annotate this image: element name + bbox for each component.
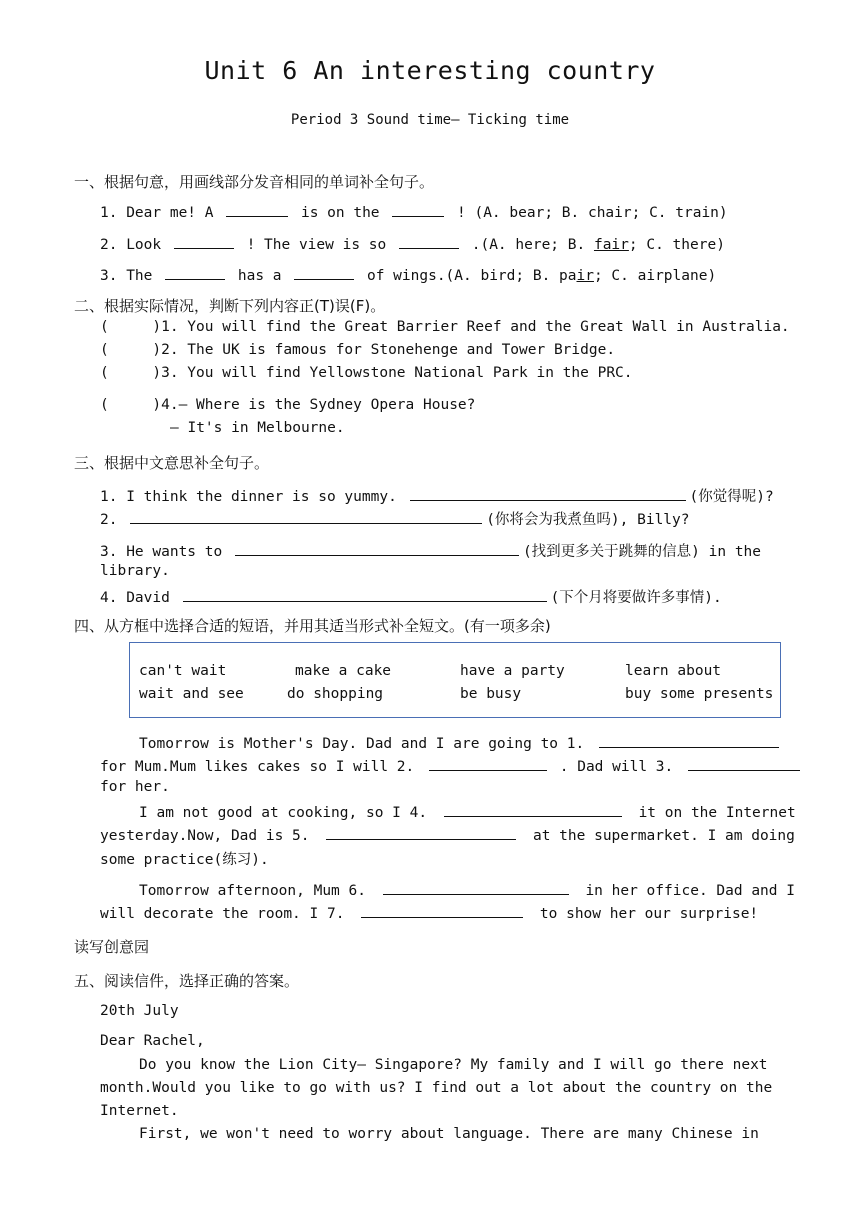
s4-para-1-line-1 [139,733,783,752]
text: 4. David [100,590,170,606]
phrase-option: can't wait [139,663,227,679]
section-3-heading: 三、根据中文意思补全句子。 [74,454,270,472]
phrase-option: learn about [625,663,722,679]
text: it on the Internet [638,805,796,821]
answer-blank[interactable] [688,756,800,771]
text: 3. The [100,268,153,284]
text: 2. [100,512,118,528]
s3-question-2 [100,508,690,529]
phrase-option: be busy [460,686,522,702]
answer-blank[interactable] [130,509,482,524]
s1-question-1 [100,202,728,221]
text: 3. He wants to [100,544,223,560]
phrase-option: have a party [460,663,565,679]
text: in her office. Dad and I [585,883,795,899]
answer-blank[interactable] [599,733,779,748]
s4-para-3-line-1 [139,880,795,899]
text: to show her our surprise! [539,906,759,922]
phrase-option: do shopping [287,686,384,702]
text: will decorate the room. I 7. [100,906,345,922]
answer-blank[interactable] [183,587,547,602]
section-4-heading: 四、从方框中选择合适的短语，并用其适当形式补全短文。(有一项多余) [74,617,551,635]
answer-blank[interactable] [444,802,622,817]
s1-question-2 [100,234,725,253]
text: is on the [300,205,380,221]
underlined-word: fair [593,237,629,253]
answer-blank[interactable] [361,903,523,918]
text: has a [237,268,282,284]
s4-para-1-line-2 [100,756,804,775]
s2-question-1: ( )1. You will find the Great Barrier Reef and the Great Wall in Australia. [100,319,790,335]
text: at the supermarket. I am doing [532,828,795,844]
letter-line: First, we won't need to worry about language. There are many Chinese in [139,1126,759,1142]
answer-blank[interactable] [294,265,354,280]
section-2-heading: 二、根据实际情况，判断下列内容正(T)误(F)。 [74,297,386,315]
s4-para-2-line-3: some practice(练习). [100,852,269,868]
s4-para-2-line-2 [100,825,795,844]
phrase-option: make a cake [295,663,392,679]
text: 1. Dear me! A [100,205,214,221]
text: ! (A. bear; B. chair; C. train) [457,205,728,221]
text: (你将会为我煮鱼吗), Billy? [486,512,690,528]
s3-question-3 [100,540,761,561]
text: ! The view is so [246,237,387,253]
text: I am not good at cooking, so I 4. [139,805,428,821]
s2-question-2: ( )2. The UK is famous for Stonehenge and Tower Bridge. [100,342,616,358]
answer-blank[interactable] [235,541,519,556]
answer-blank[interactable] [226,202,288,217]
text: (你觉得呢)? [689,489,774,505]
letter-line: Do you know the Lion City— Singapore? My family and I will go there next [139,1057,768,1073]
text: yesterday.Now, Dad is 5. [100,828,310,844]
s4-para-3-line-2 [100,903,758,922]
answer-blank[interactable] [326,825,516,840]
letter-greeting: Dear Rachel, [100,1033,205,1049]
s2-question-4-answer: — It's in Melbourne. [170,420,345,436]
text: ; C. there) [628,237,725,253]
s3-question-4 [100,586,722,607]
text: ; C. airplane) [593,268,717,284]
text: for Mum.Mum likes cakes so I will 2. [100,759,415,775]
answer-blank[interactable] [392,202,444,217]
letter-line: month.Would you like to go with us? I find out a lot about the country on the [100,1080,773,1096]
text: of wings.(A. bird; B. pa [366,268,577,284]
answer-blank[interactable] [399,234,459,249]
page-title: Unit 6 An interesting country [204,56,656,85]
phrase-option: buy some presents [625,686,774,702]
section-5-heading: 五、阅读信件，选择正确的答案。 [74,972,300,990]
letter-line: Internet. [100,1103,179,1119]
s4-para-2-line-1 [139,802,796,821]
s3-question-1 [100,485,774,506]
text: (下个月将要做许多事情). [550,590,722,606]
underlined-word: ir [576,268,594,284]
s4-para-1-line-3: for her. [100,779,170,795]
answer-blank[interactable] [410,486,686,501]
text: (找到更多关于跳舞的信息) in the [522,544,762,560]
section-title: 读写创意园 [74,938,150,956]
text: .(A. here; B. [471,237,586,253]
text: . Dad will 3. [559,759,674,775]
answer-blank[interactable] [383,880,569,895]
section-1-heading: 一、根据句意，用画线部分发音相同的单词补全句子。 [74,173,435,191]
page-subtitle: Period 3 Sound time– Ticking time [290,112,570,128]
text: Tomorrow is Mother's Day. Dad and I are going to 1. [139,736,585,752]
text: Tomorrow afternoon, Mum 6. [139,883,366,899]
s2-question-4: ( )4.— Where is the Sydney Opera House? [100,397,476,413]
answer-blank[interactable] [174,234,234,249]
answer-blank[interactable] [165,265,225,280]
s3-question-3-cont: library. [100,563,170,579]
text: 1. I think the dinner is so yummy. [100,489,397,505]
s2-question-3: ( )3. You will find Yellowstone National Park in the PRC. [100,365,633,381]
phrase-box [129,642,781,718]
text: 2. Look [100,237,162,253]
phrase-option: wait and see [139,686,244,702]
s1-question-3 [100,265,716,284]
answer-blank[interactable] [429,756,547,771]
letter-date: 20th July [100,1003,179,1019]
